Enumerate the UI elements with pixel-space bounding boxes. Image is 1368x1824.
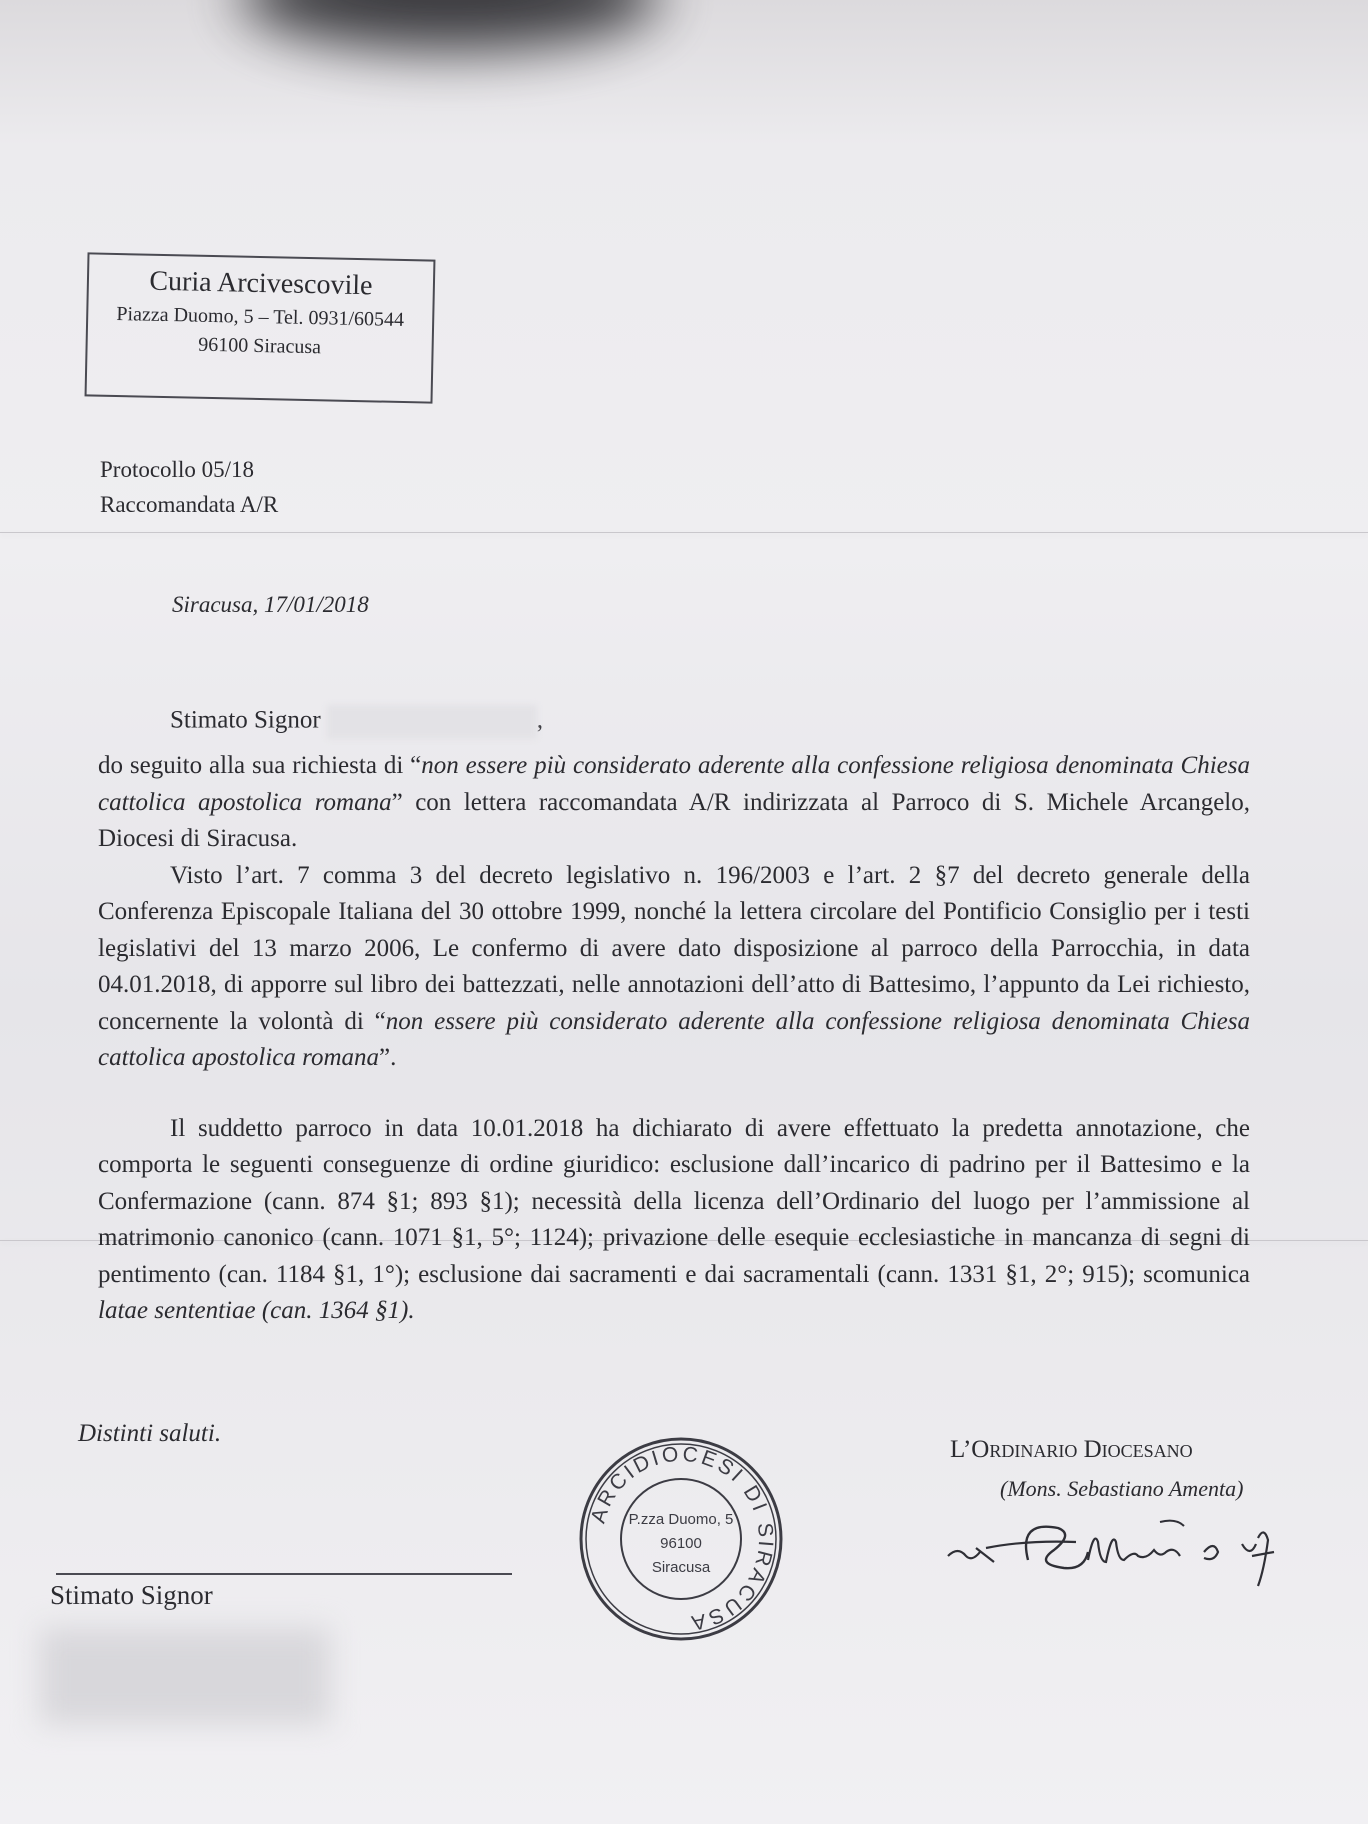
redacted-name <box>327 705 537 739</box>
seal-address: P.zza Duomo, 5 <box>628 1511 734 1528</box>
closing-greeting: Distinti saluti. <box>78 1420 222 1447</box>
mail-type: Raccomandata A/R <box>100 492 279 517</box>
paragraph-2-text-end: ”. <box>379 1044 397 1071</box>
protocol-block <box>100 452 278 522</box>
paragraph-1-text: do seguito alla sua richiesta di “ <box>98 752 422 779</box>
salutation-text: Stimato Signor <box>170 706 321 734</box>
letterhead-city: 96100 Siracusa <box>198 333 322 359</box>
seal-zip: 96100 <box>660 1535 702 1552</box>
paragraph-1 <box>98 748 1250 858</box>
paragraph-3 <box>98 1111 1250 1330</box>
letter-body <box>98 748 1250 1330</box>
signatory-title: L’Ordinario Diocesano <box>950 1436 1193 1463</box>
paragraph-1-quote: non essere più considerato aderente alla confessione religiosa denominata Chiesa cattolica apostolica romana <box>98 752 1250 816</box>
signatory-name: (Mons. Sebastiano Amenta) <box>1000 1476 1244 1501</box>
diocese-seal <box>578 1436 784 1642</box>
recipient-label: Stimato Signor <box>50 1580 213 1610</box>
handwritten-signature <box>946 1508 1306 1598</box>
salutation-comma: , <box>536 706 543 734</box>
letterhead-title: Curia Arcivescovile <box>149 265 373 302</box>
paragraph-2-text: Visto l’art. 7 comma 3 del decreto legislativo n. 196/2003 e l’art. 2 §7 del decreto generale della Conferenza Episcopale Italiana del 30 ottobre 1999, nonché la lettera circolare del Pontificio Consiglio per i testi legislativi del 13 marzo 2006, Le confermo di avere dato disposizione al parroco della Parrocchia, in data 04.01.2018, di apporre sul libro dei battezzati, nelle annotazioni dell’atto di Battesimo, l’appunto da Lei richiesto, concernente la volontà di “ <box>98 861 1250 1035</box>
seal-city: Siracusa <box>651 1559 711 1576</box>
protocol-number: Protocollo 05/18 <box>100 457 254 482</box>
paragraph-3-text: Il suddetto parroco in data 10.01.2018 ha dichiarato di avere effettuato la predetta annotazione, che comporta le seguenti conseguenze di ordine giuridico: esclusione dall’incarico di padrino per il Battesimo e la Confermazione (cann. 874 §1; 893 §1); necessità della licenza dell’Ordinario del luogo per l’ammissione al matrimonio canonico (cann. 1071 §1, 5°; 1124); privazione delle esequie ecclesiastiche in mancanza di segni di pentimento (can. 1184 §1, 1°); esclusione dai sacramenti e dai sacramentali (cann. 1331 §1, 2°; 915); scomunica <box>98 1114 1250 1288</box>
letterhead-address: Piazza Duomo, 5 – Tel. 0931/60544 <box>116 302 405 332</box>
seal-ring-text: ARCIDIOCESI DI SIRACUSA <box>586 1442 778 1635</box>
paragraph-3-latin: latae sententiae <box>98 1297 256 1324</box>
finger-shadow <box>240 0 660 50</box>
paragraph-1-text-end: ” con lettera raccomandata A/R indirizzata al Parroco di S. Michele Arcangelo, Diocesi di Siracusa. <box>98 788 1250 852</box>
salutation <box>170 705 543 739</box>
paragraph-2 <box>98 858 1250 1077</box>
recipient-signature-line <box>56 1573 512 1575</box>
redacted-address <box>40 1628 330 1724</box>
letterhead-box <box>85 252 436 403</box>
paragraph-3-text-end: (can. 1364 §1). <box>255 1297 415 1324</box>
letter-date: Siracusa, 17/01/2018 <box>172 592 369 617</box>
paragraph-2-quote: non essere più considerato aderente alla confessione religiosa denominata Chiesa cattolica apostolica romana <box>98 1007 1250 1071</box>
paper-fold <box>0 532 1368 533</box>
